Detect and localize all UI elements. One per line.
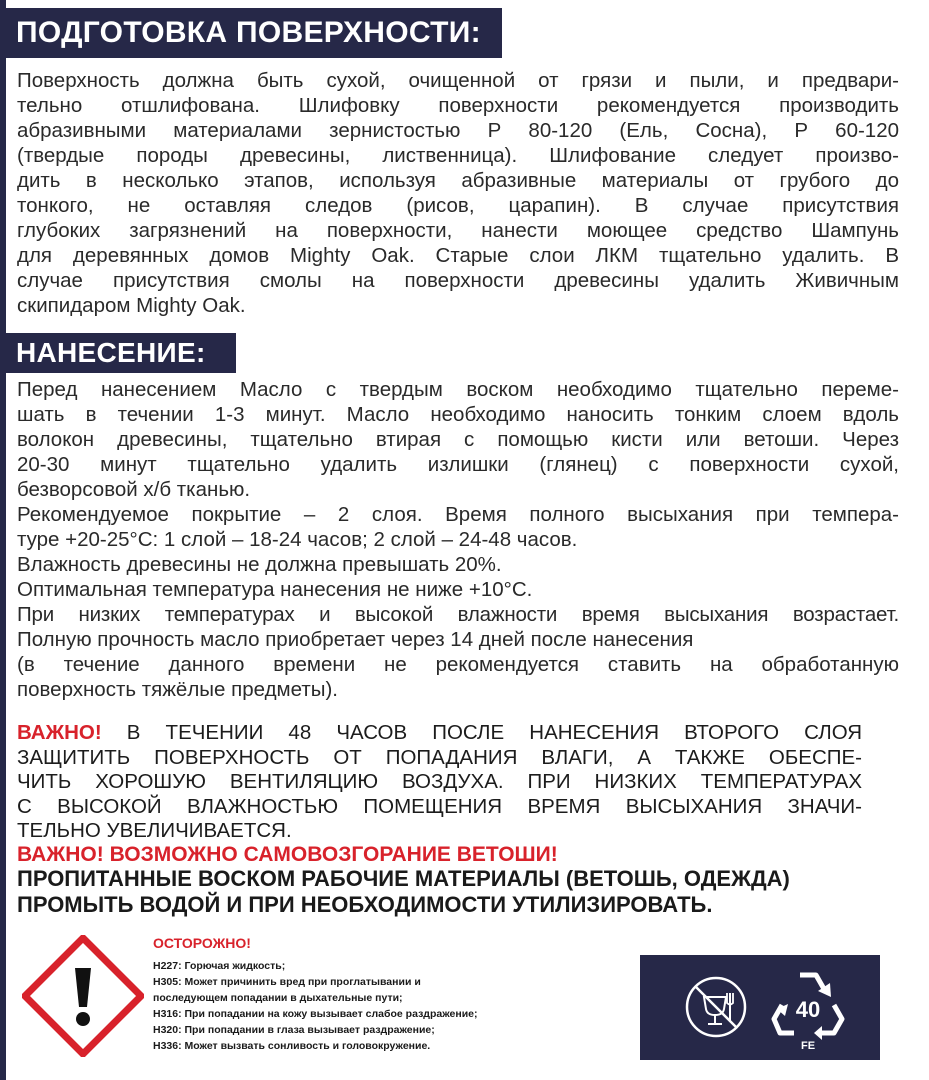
warning-line: ПРОМЫТЬ ВОДОЙ И ПРИ НЕОБХОДИМОСТИ УТИЛИЗИРОВАТЬ. bbox=[17, 892, 713, 917]
text-line: Оптимальная температура нанесения не ниже +10°С. bbox=[17, 578, 533, 601]
text-line: Рекомендуемое покрытие – 2 слоя. Время полного высыхания при темпера- bbox=[17, 503, 899, 526]
text-line: абразивными материалами зернистостью Р 80-120 (Ель, Сосна), Р 60-120 bbox=[17, 119, 899, 142]
left-frame-bar bbox=[0, 0, 6, 1080]
text-line: скипидаром Mighty Oak. bbox=[17, 294, 246, 317]
text-line: дить в несколько этапов, используя абразивные материалы от грубого до bbox=[17, 169, 899, 192]
hazard-item: H305: Может причинить вред при проглатывании и bbox=[153, 976, 421, 988]
hazard-statements bbox=[153, 958, 477, 1054]
hazard-item: последующем попадании в дыхательные пути; bbox=[153, 992, 403, 1004]
hazard-item: H320: При попадании в глаза вызывает раздражение; bbox=[153, 1024, 435, 1036]
hazard-item: H316: При попадании на кожу вызывает слабое раздражение; bbox=[153, 1008, 478, 1020]
section-title-application: НАНЕСЕНИЕ: bbox=[6, 333, 236, 373]
text-line: туре +20-25°С: 1 слой – 18-24 часов; 2 слой – 24-48 часов. bbox=[17, 528, 578, 551]
caution-title: ОСТОРОЖНО! bbox=[153, 935, 251, 951]
notice-line: ЧИТЬ ХОРОШУЮ ВЕНТИЛЯЦИЮ ВОЗДУХА. ПРИ НИЗКИХ ТЕМПЕРАТУРАХ bbox=[17, 770, 862, 793]
recycle-material: FE bbox=[800, 1040, 816, 1051]
text-line: волокон древесины, тщательно втирая с помощью кисти или ветоши. Через bbox=[17, 428, 899, 451]
application-text bbox=[17, 377, 899, 702]
notice-line: С ВЫСОКОЙ ВЛАЖНОСТЬЮ ПОМЕЩЕНИЯ ВРЕМЯ ВЫСЫХАНИЯ ЗНАЧИ- bbox=[17, 794, 862, 818]
text-line: (в течение данного времени не рекомендуется ставить на обработанную bbox=[17, 653, 899, 676]
text-line: для деревянных домов Mighty Oak. Старые слои ЛКМ тщательно удалить. В bbox=[17, 244, 899, 267]
hazard-item: H227: Горючая жидкость; bbox=[153, 960, 286, 972]
notice-line: ЗАЩИТИТЬ ПОВЕРХНОСТЬ ОТ ПОПАДАНИЯ ВЛАГИ, А ТАКЖЕ ОБЕСПЕ- bbox=[17, 745, 862, 769]
self-ignition-warning-title: ВАЖНО! ВОЗМОЖНО САМОВОЗГОРАНИЕ ВЕТОШИ! bbox=[17, 843, 558, 866]
notice-text: В ТЕЧЕНИИ 48 ЧАСОВ ПОСЛЕ НАНЕСЕНИЯ ВТОРОГО СЛОЯ bbox=[101, 721, 862, 744]
text-line: Перед нанесением Масло с твердым воском необходимо тщательно переме- bbox=[17, 378, 899, 401]
hazard-item: H336: Может вызвать сонливость и головокружение. bbox=[153, 1040, 431, 1052]
text-line: При низких температурах и высокой влажности время высыхания возрастает. bbox=[17, 603, 899, 626]
recycle-code: 40 bbox=[795, 997, 821, 1022]
text-line: Поверхность должна быть сухой, очищенной от грязи и пыли, и предвари- bbox=[17, 69, 899, 92]
self-ignition-warning-text bbox=[17, 866, 862, 918]
preparation-text bbox=[17, 68, 899, 318]
text-line: 20-30 минут тщательно удалить излишки (глянец) с поверхности сухой, bbox=[17, 453, 899, 476]
recycle-fe-icon bbox=[770, 967, 846, 1051]
exclamation-warning-icon bbox=[22, 935, 144, 1057]
text-line: Полную прочность масло приобретает через 14 дней после нанесения bbox=[17, 628, 694, 651]
warning-line: ПРОПИТАННЫЕ ВОСКОМ РАБОЧИЕ МАТЕРИАЛЫ (ВЕТОШЬ, ОДЕЖДА) bbox=[17, 866, 790, 891]
not-for-food-icon bbox=[684, 975, 748, 1039]
important-notice bbox=[17, 721, 862, 844]
text-line: глубоких загрязнений на поверхности, нанести моющее средство Шампунь bbox=[17, 219, 899, 242]
notice-line bbox=[17, 721, 862, 746]
text-line: безворсовой х/б тканью. bbox=[17, 478, 251, 501]
text-line: случае присутствия смолы на поверхности древесины удалить Живичным bbox=[17, 269, 899, 292]
section-title-preparation: ПОДГОТОВКА ПОВЕРХНОСТИ: bbox=[6, 8, 502, 58]
packaging-symbols-panel bbox=[640, 955, 880, 1060]
text-line: (твердые породы древесины, лиственница). Шлифование следует произво- bbox=[17, 144, 899, 167]
text-line: шать в течении 1-3 минут. Масло необходимо наносить тонким слоем вдоль bbox=[17, 403, 899, 426]
text-line: Влажность древесины не должна превышать 20%. bbox=[17, 553, 502, 576]
text-line: тельно отшлифована. Шлифовку поверхности рекомендуется производить bbox=[17, 94, 899, 117]
text-line: поверхность тяжёлые предметы). bbox=[17, 678, 338, 701]
notice-line: ТЕЛЬНО УВЕЛИЧИВАЕТСЯ. bbox=[17, 819, 292, 842]
important-label: ВАЖНО! bbox=[17, 721, 102, 744]
text-line: тонкого, не оставляя следов (рисов, царапин). В случае присутствия bbox=[17, 194, 899, 217]
